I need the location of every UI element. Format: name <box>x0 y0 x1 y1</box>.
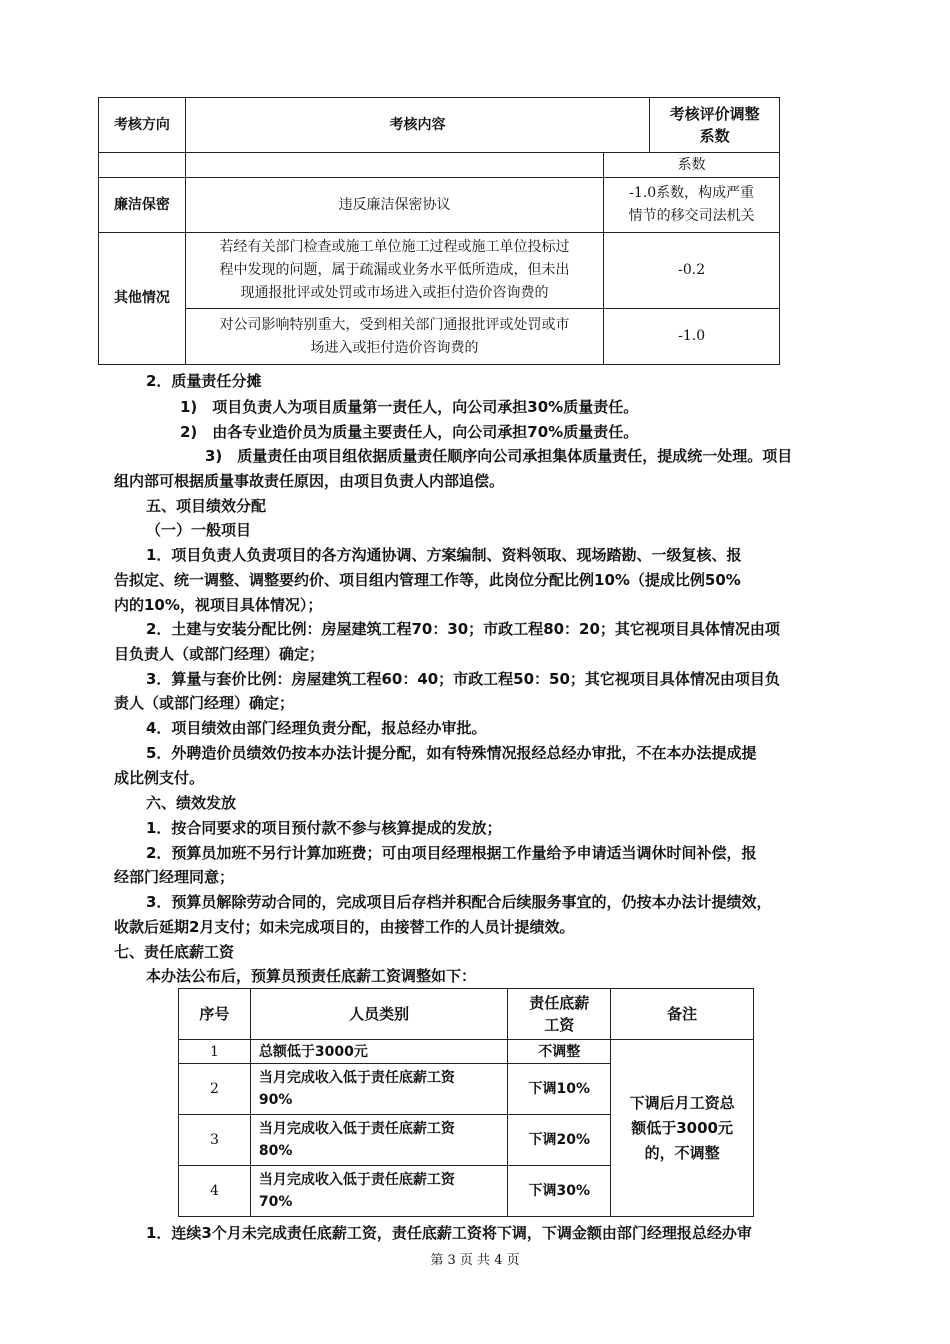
section-heading: 五、项目绩效分配 <box>146 497 267 515</box>
base-salary-table <box>178 988 754 1217</box>
other-coef-2: -1.0 <box>604 309 780 365</box>
coef-label-cell: 系数 <box>604 153 780 178</box>
row-no: 3 <box>179 1115 251 1166</box>
section-heading: 六、绩效发放 <box>146 794 237 812</box>
header-base <box>508 989 611 1040</box>
paragraph: 2．预算员加班不另行计算加班费；可由项目经理根据工作量给予申请适当调休时间补偿，报 <box>146 844 757 862</box>
other-content-1-line1: 若经有关部门检查或施工单位施工过程或施工单位投标过 <box>219 239 570 255</box>
header-coefficient-line1: 考核评价调整 <box>669 105 760 123</box>
row-type-line1: 当月完成收入低于责任底薪工资 <box>258 1070 455 1086</box>
integrity-coef-line1: -1.0系数，构成严重 <box>629 185 755 201</box>
paragraph: 经部门经理同意； <box>114 868 235 886</box>
paragraph: 目负责人（或部门经理）确定； <box>114 645 325 663</box>
paragraph: 收款后延期2月支付；如未完成项目的，由接替工作的人员计提绩效。 <box>114 918 575 936</box>
section-quality-heading: 2．质量责任分摊 <box>146 372 262 390</box>
section-heading: 七、责任底薪工资 <box>114 943 235 961</box>
header-note: 备注 <box>611 989 754 1040</box>
row-type-line1: 当月完成收入低于责任底薪工资 <box>258 1172 455 1188</box>
paragraph: 成比例支付。 <box>114 769 205 787</box>
header-coefficient <box>650 98 780 153</box>
row-no: 1 <box>179 1040 251 1064</box>
row-type-line2: 70% <box>258 1194 293 1210</box>
row-type-line1: 当月完成收入低于责任底薪工资 <box>258 1121 455 1137</box>
other-coef-1: -0.2 <box>604 233 780 309</box>
other-content-1-line3: 现通报批评或处罚或市场进入或拒付造价咨询费的 <box>240 285 549 301</box>
blank-cell <box>99 153 186 178</box>
paragraph: 内的10%，视项目具体情况）； <box>114 596 323 614</box>
header-coefficient-line2: 系数 <box>699 127 730 145</box>
paragraph: 1．连续3个月未完成责任底薪工资，责任底薪工资将下调，下调金额由部门经理报总经办审 <box>146 1224 752 1242</box>
paragraph: 本办法公布后，预算员预责任底薪工资调整如下： <box>146 967 477 985</box>
paragraph: 5．外聘造价员绩效仍按本办法计提分配，如有特殊情况报经总经办审批，不在本办法提成提 <box>146 744 757 762</box>
blank-cell <box>185 153 603 178</box>
integrity-coef-line2: 情节的移交司法机关 <box>628 208 755 224</box>
integrity-coef <box>604 178 780 233</box>
row-type: 总额低于3000元 <box>250 1040 508 1064</box>
row-no: 2 <box>179 1064 251 1115</box>
other-content-1 <box>185 233 603 309</box>
page-number: 第 3 页 共 4 页 <box>430 1253 520 1268</box>
paragraph: 2．土建与安装分配比例：房屋建筑工程70：30；市政工程80：20；其它视项目具体情况由项 <box>146 620 780 638</box>
row-adjustment: 下调30% <box>508 1166 611 1217</box>
header-content: 考核内容 <box>185 98 649 153</box>
header-no: 序号 <box>179 989 251 1040</box>
row-type <box>250 1166 508 1217</box>
paragraph: 1．项目负责人负责项目的各方沟通协调、方案编制、资料领取、现场踏勘、一级复核、报 <box>146 546 742 564</box>
other-content-2 <box>185 309 603 365</box>
header-base-line1: 责任底薪 <box>529 994 590 1012</box>
paragraph: 责人（或部门经理）确定； <box>114 694 295 712</box>
other-content-1-line2: 程中发现的问题，属于疏漏或业务水平低所造成，但未出 <box>219 262 570 278</box>
note-line3: 的，不调整 <box>644 1143 720 1162</box>
integrity-content: 违反廉洁保密协议 <box>185 178 603 233</box>
paragraph: 3) 质量责任由项目组依据质量责任顺序向公司承担集体质量责任，提成统一处理。项目 <box>205 447 793 465</box>
paragraph: 3．算量与套价比例：房屋建筑工程60：40；市政工程50：50；其它视项目具体情况由项目负 <box>146 670 780 688</box>
integrity-direction: 廉洁保密 <box>99 178 186 233</box>
paragraph: 3．预算员解除劳动合同的，完成项目后存档并积配合后续服务事宜的，仍按本办法计提绩效， <box>146 893 772 911</box>
other-direction: 其他情况 <box>99 233 186 365</box>
note-cell <box>611 1040 754 1217</box>
assessment-table <box>98 97 780 365</box>
paragraph: 2) 由各专业造价员为质量主要责任人，向公司承担70%质量责任。 <box>180 423 639 441</box>
row-no: 4 <box>179 1166 251 1217</box>
paragraph: 1) 项目负责人为项目质量第一责任人，向公司承担30%质量责任。 <box>180 398 639 416</box>
row-adjustment: 不调整 <box>508 1040 611 1064</box>
row-adjustment: 下调20% <box>508 1115 611 1166</box>
row-type-line2: 90% <box>258 1092 293 1108</box>
row-adjustment: 下调10% <box>508 1064 611 1115</box>
paragraph: 告拟定、统一调整、调整要约价、项目组内管理工作等，此岗位分配比例10%（提成比例50% <box>114 571 741 589</box>
row-type-line2: 80% <box>258 1143 293 1159</box>
header-direction: 考核方向 <box>99 98 186 153</box>
note-line1: 下调后月工资总 <box>629 1093 735 1112</box>
other-content-2-line2: 场进入或拒付造价咨询费的 <box>310 339 479 356</box>
note-line2: 额低于3000元 <box>631 1118 733 1137</box>
subsection-heading: （一）一般项目 <box>146 521 252 539</box>
paragraph: 4．项目绩效由部门经理负责分配，报总经办审批。 <box>146 719 487 737</box>
paragraph: 组内部可根据质量事故责任原因，由项目负责人内部追偿。 <box>114 472 505 490</box>
paragraph: 1．按合同要求的项目预付款不参与核算提成的发放； <box>146 819 502 837</box>
row-type <box>250 1064 508 1115</box>
other-content-2-line1: 对公司影响特别重大，受到相关部门通报批评或处罚或市 <box>219 316 570 333</box>
row-type <box>250 1115 508 1166</box>
header-base-line2: 工资 <box>544 1016 575 1034</box>
header-type: 人员类别 <box>250 989 508 1040</box>
